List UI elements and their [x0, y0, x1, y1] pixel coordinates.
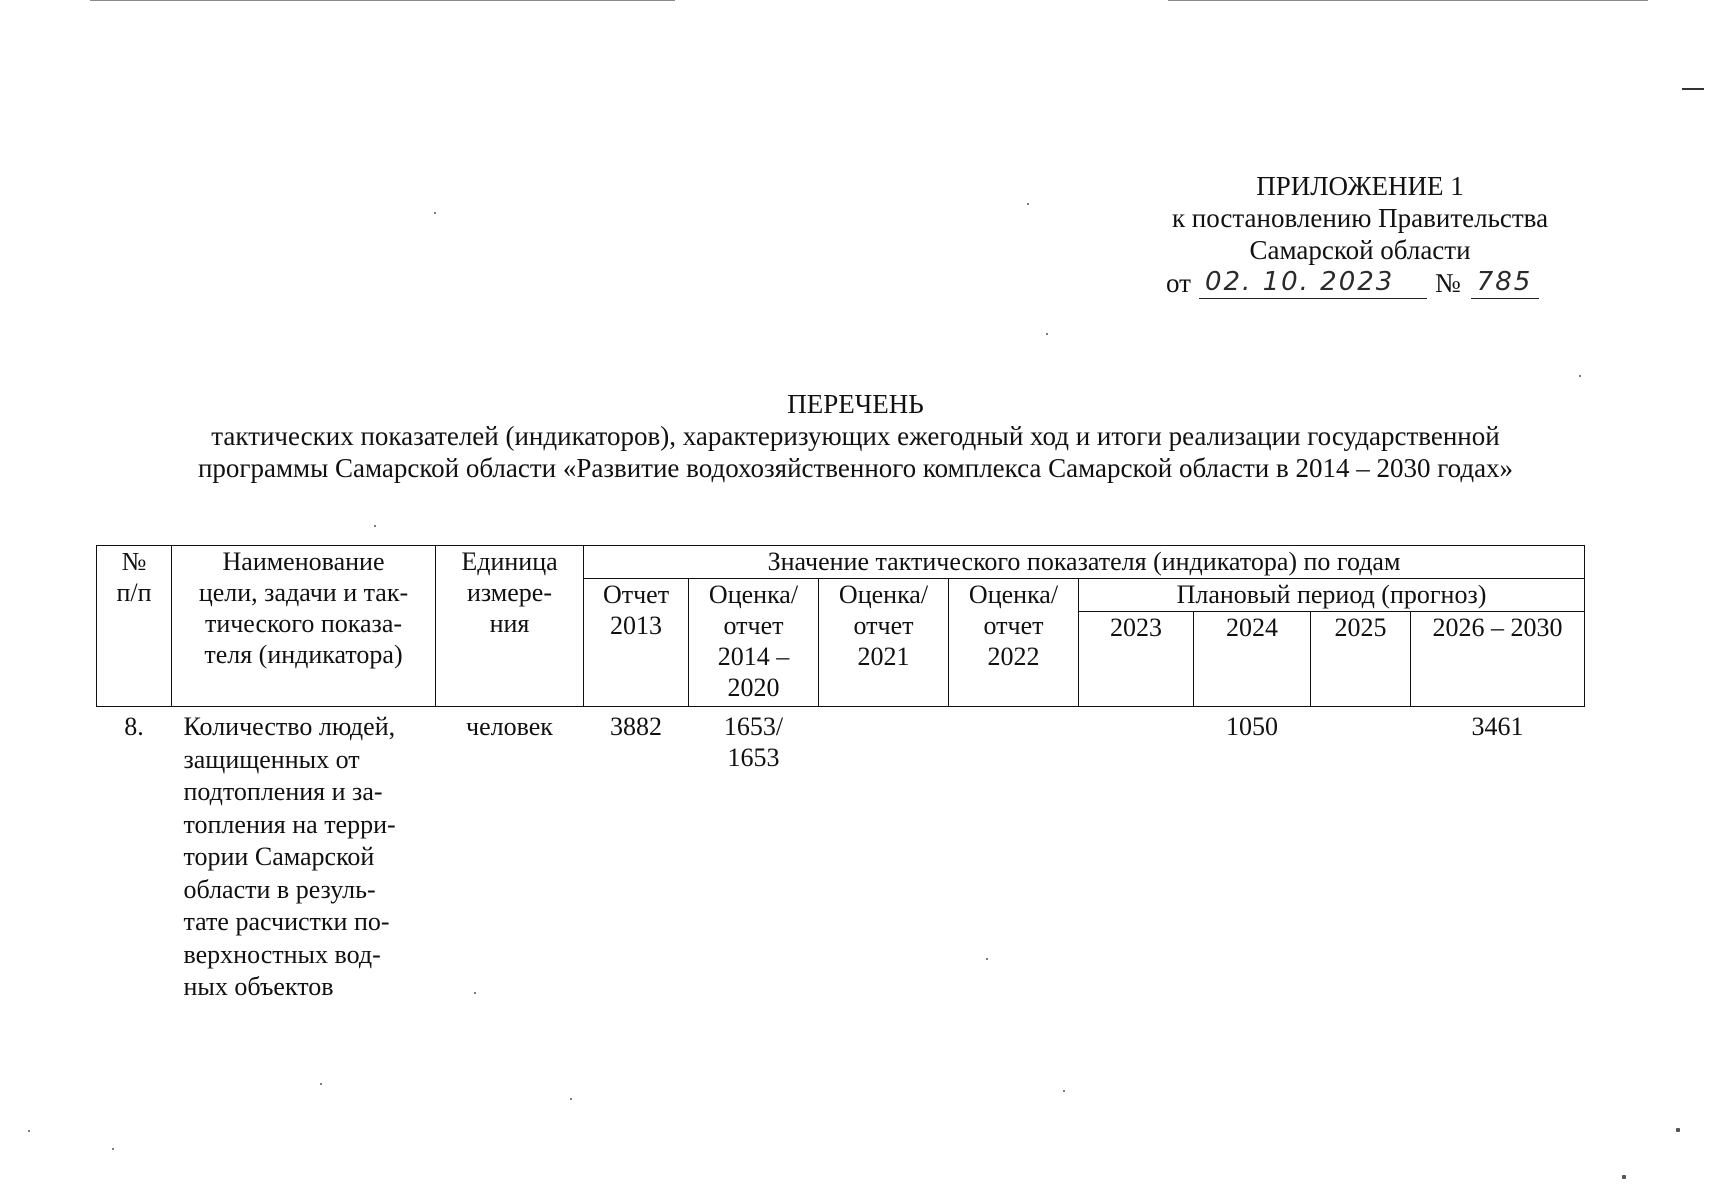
- header-year-2024: 2024: [1194, 612, 1311, 707]
- row-num: 8.: [97, 707, 172, 1004]
- scan-speck: [374, 525, 376, 527]
- row-estimate-2021: [819, 707, 949, 1004]
- scan-speck: [474, 992, 476, 994]
- scan-speck: [112, 1148, 114, 1150]
- title-line-2: программы Самарской области «Развитие водохозяйственного комплекса Самарской области в 2014 – 2030 годах»: [197, 453, 1514, 483]
- header-num: № п/п: [97, 546, 172, 707]
- row-year-2025: [1311, 707, 1411, 1004]
- header-plan-group: Плановый период (прогноз): [1079, 579, 1585, 612]
- handwritten-date: 02. 10. 2023: [1199, 266, 1427, 299]
- scan-edge-line: [1168, 0, 1648, 1]
- scan-speck: [570, 1098, 572, 1100]
- row-year-2026-2030: 3461: [1411, 707, 1585, 1004]
- indicators-table: [96, 545, 1585, 1004]
- header-estimate-2022: Оценка/ отчет 2022: [949, 579, 1079, 707]
- title-line-1: тактических показателей (индикаторов), характеризующих ежегодный ход и итоги реализации государственной: [211, 421, 1500, 451]
- scan-speck: [1063, 1090, 1065, 1092]
- table-row: [97, 707, 1585, 1004]
- appendix-title: ПРИЛОЖЕНИЕ 1: [1256, 171, 1464, 201]
- document-title: [0, 388, 1711, 484]
- title-heading: ПЕРЕЧЕНЬ: [787, 389, 924, 419]
- appendix-date-line: [1166, 266, 1570, 299]
- header-report-2013: Отчет 2013: [584, 579, 689, 707]
- appendix-region-line: Самарской области: [1249, 235, 1471, 265]
- header-year-2023: 2023: [1079, 612, 1194, 707]
- appendix-block: [1150, 170, 1570, 299]
- row-year-2023: [1079, 707, 1194, 1004]
- scan-speck: [434, 212, 436, 214]
- header-estimate-2014-2020: Оценка/ отчет 2014 – 2020: [689, 579, 819, 707]
- scan-speck: [1676, 1128, 1680, 1132]
- header-values-group: Значение тактического показателя (индикатора) по годам: [584, 546, 1585, 579]
- row-report-2013: 3882: [584, 707, 689, 1004]
- row-estimate-2014-2020: 1653/ 1653: [689, 707, 819, 1004]
- scan-edge-line: [1682, 88, 1704, 90]
- handwritten-number: 785: [1471, 266, 1539, 299]
- row-estimate-2022: [949, 707, 1079, 1004]
- scan-speck: [1046, 333, 1048, 335]
- date-prefix: от: [1166, 268, 1191, 298]
- row-name: Количество людей, защищенных от подтопления и за- топления на терри- тории Самарской области в резуль- тате расчистки по- верхностных вод- ных объектов: [172, 707, 436, 1004]
- scan-speck: [28, 1130, 30, 1132]
- row-unit: человек: [436, 707, 584, 1004]
- scan-speck: [1622, 1175, 1626, 1179]
- scan-speck: [1579, 375, 1581, 377]
- scan-speck: [1027, 203, 1029, 205]
- row-year-2024: 1050: [1194, 707, 1311, 1004]
- header-name: Наименование цели, задачи и так- тического показа- теля (индикатора): [172, 546, 436, 707]
- scan-speck: [986, 958, 988, 960]
- number-prefix: №: [1434, 268, 1461, 298]
- header-year-2025: 2025: [1311, 612, 1411, 707]
- appendix-decree-line: к постановлению Правительства: [1171, 203, 1549, 233]
- header-unit: Единица измере- ния: [436, 546, 584, 707]
- scan-edge-line: [90, 0, 675, 1]
- header-estimate-2021: Оценка/ отчет 2021: [819, 579, 949, 707]
- scan-speck: [320, 1083, 322, 1085]
- header-year-2026-2030: 2026 – 2030: [1411, 612, 1585, 707]
